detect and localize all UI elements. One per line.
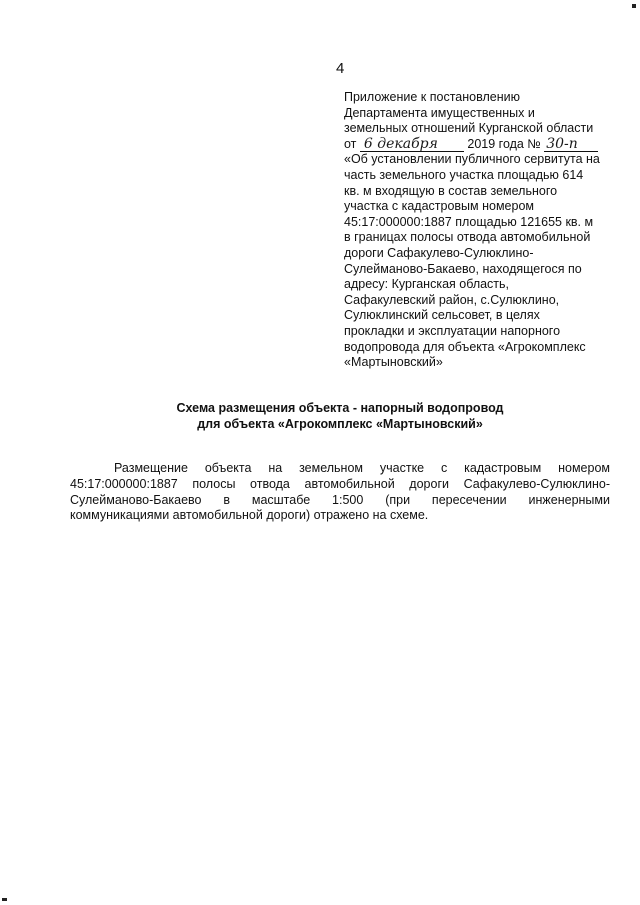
body-line: коммуникациями автомобильной дороги) отражено на схеме. [70, 508, 429, 523]
appendix-line: часть земельного участка площадью 614 [344, 167, 584, 182]
page-number: 4 [336, 60, 345, 77]
scan-speck [2, 898, 7, 901]
date-prefix: от [344, 136, 357, 151]
appendix-line: участка с кадастровым номером [344, 199, 534, 214]
appendix-line: водопровода для объекта «Агрокомплекс [344, 339, 586, 354]
appendix-line: Сулейманово-Бакаево, находящегося по [344, 261, 582, 276]
appendix-line: Сулюклинский сельсовет, в целях [344, 308, 540, 323]
appendix-line: Департамента имущественных и [344, 105, 535, 120]
body-line: Сулейманово-Бакаево в масштабе 1:500 (при пересечении инженерными [70, 492, 610, 507]
appendix-line: «Мартыновский» [344, 355, 443, 370]
scan-speck [632, 4, 636, 8]
appendix-date-line [344, 137, 612, 153]
body-line: 45:17:000000:1887 полосы отвода автомобильной дороги Сафакулево-Сулюклино- [70, 476, 610, 491]
appendix-line: дороги Сафакулево-Сулюклино- [344, 245, 534, 260]
appendix-line: прокладки и эксплуатации напорного [344, 323, 561, 338]
handwritten-date: 6 декабря [360, 138, 464, 152]
appendix-line: в границах полосы отвода автомобильной [344, 230, 591, 245]
title-line: для объекта «Агрокомплекс «Мартыновский» [197, 416, 483, 431]
document-title [80, 401, 600, 432]
appendix-line: Сафакулевский район, с.Сулюклино, [344, 292, 560, 307]
appendix-line: «Об установлении публичного сервитута на [344, 152, 600, 167]
appendix-line: кв. м входящую в состав земельного [344, 183, 558, 198]
handwritten-number: 30-п [544, 138, 598, 152]
appendix-line: 45:17:000000:1887 площадью 121655 кв. м [344, 214, 594, 229]
body-line: Размещение объекта на земельном участке с кадастровым номером [114, 461, 610, 475]
body-paragraph [70, 461, 610, 524]
title-line: Схема размещения объекта - напорный водопровод [176, 401, 504, 415]
appendix-line: земельных отношений Курганской области [344, 121, 594, 136]
year-text: 2019 года № [467, 136, 541, 151]
appendix-line: адресу: Курганская область, [344, 277, 510, 292]
appendix-line: Приложение к постановлению [344, 90, 520, 104]
appendix-block [344, 90, 612, 371]
